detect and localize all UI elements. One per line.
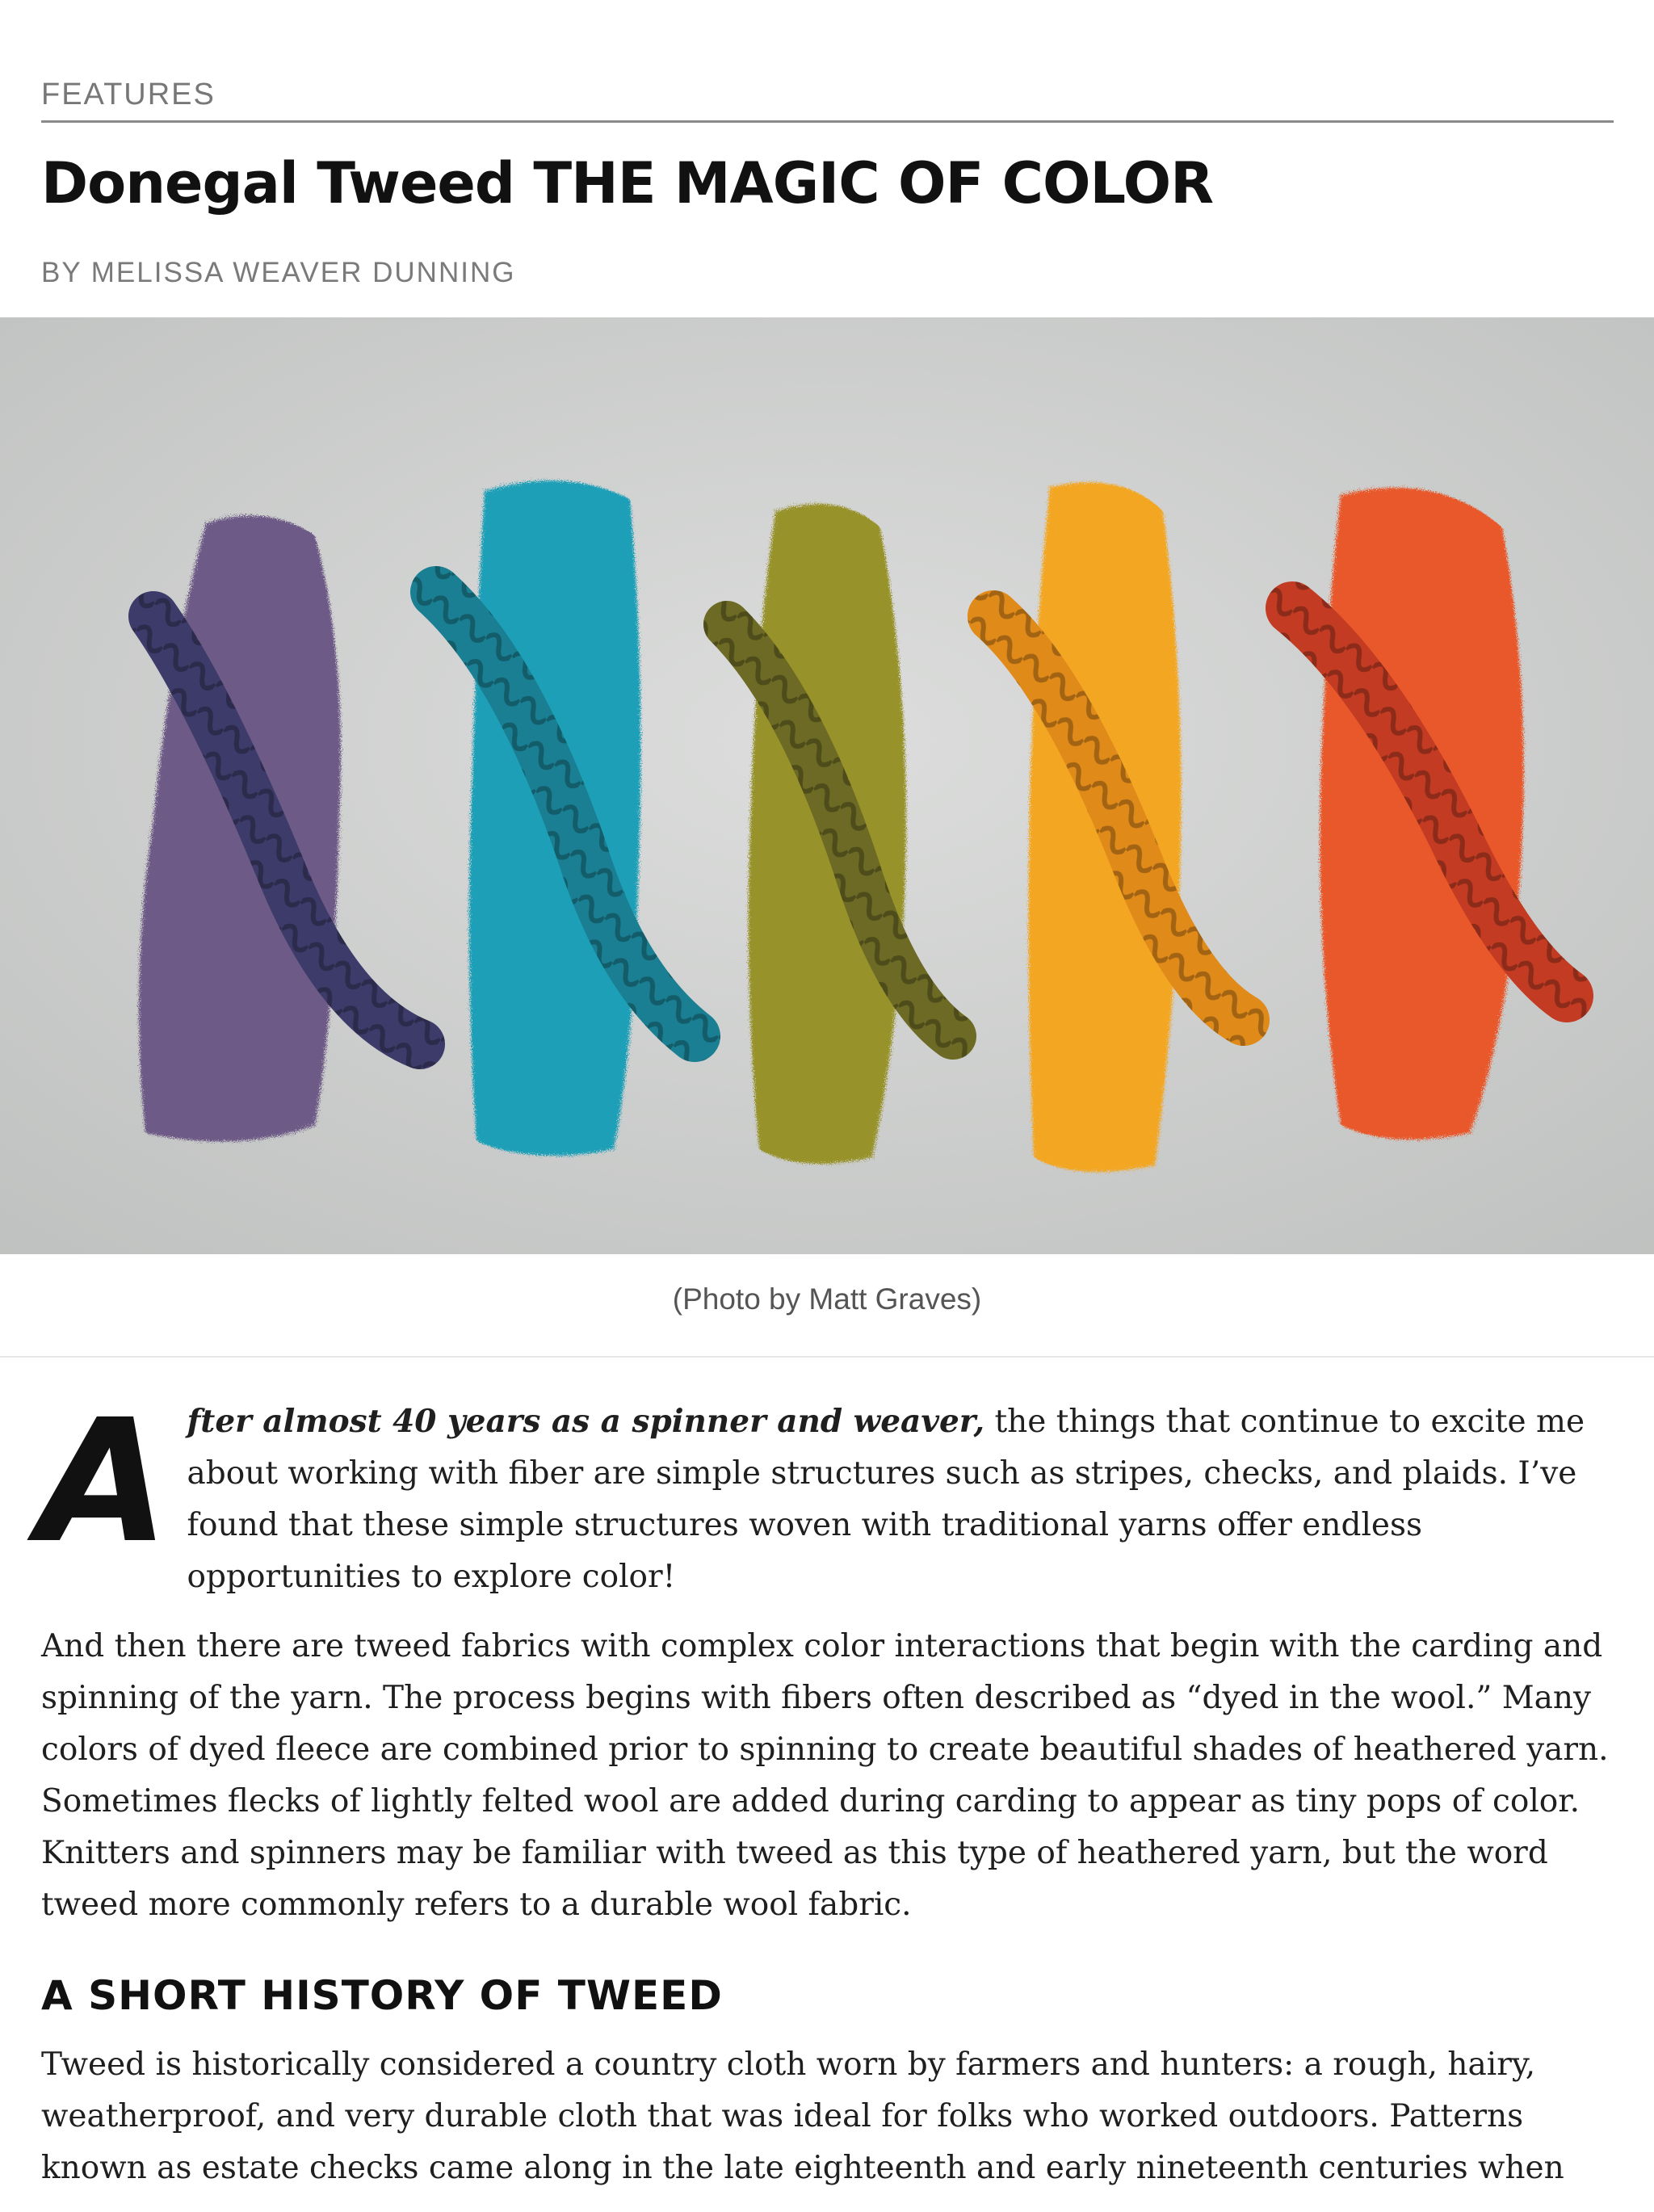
drop-cap: A [38,1383,170,1580]
paragraph-3: Tweed is historically considered a country cloth worn by farmers and hunters: a rough, hairy, weatherproof, and very durable cloth that was ideal for folks who worked outdoors. Patterns known as estate checks came along in the late eighteenth and early nineteenth centuries when [41,2046,1564,2186]
paragraph-2: And then there are tweed fabrics with complex color interactions that begin with the carding and spinning of the yarn. The process begins with fibers often described as “dyed in the wool.” Many colors of dyed fleece are combined prior to spinning to create beautiful shades of heathered yarn. Sometimes flecks of lightly felted wool are added during carding to appear as tiny pops of color. Knitters and spinners may be familiar with tweed as this type of heathered yarn, but the word tweed more commonly refers to a durable wool fabric. [41,1628,1609,1923]
lead-in: fter almost 40 years as a spinner and weaver, [187,1403,985,1440]
subhead-history: A SHORT HISTORY OF TWEED [41,1972,723,2019]
article-byline: BY MELISSA WEAVER DUNNING [41,257,516,288]
article-title: Donegal Tweed THE MAGIC OF COLOR [41,150,1214,216]
section-label[interactable]: FEATURES [41,78,216,111]
hero-photo [0,317,1654,1254]
article-body [38,1383,1624,2212]
caption-divider [0,1356,1654,1358]
paragraph-1-text: the things that continue to excite me about working with fiber are simple structures such as stripes, checks, and plaids. I’ve found that these simple structures woven with traditional yarns offer endless opportunities to explore color! [187,1404,1585,1595]
paragraph-1 [38,1383,1624,1603]
photo-caption: (Photo by Matt Graves) [672,1282,982,1316]
header-rule [41,120,1614,123]
